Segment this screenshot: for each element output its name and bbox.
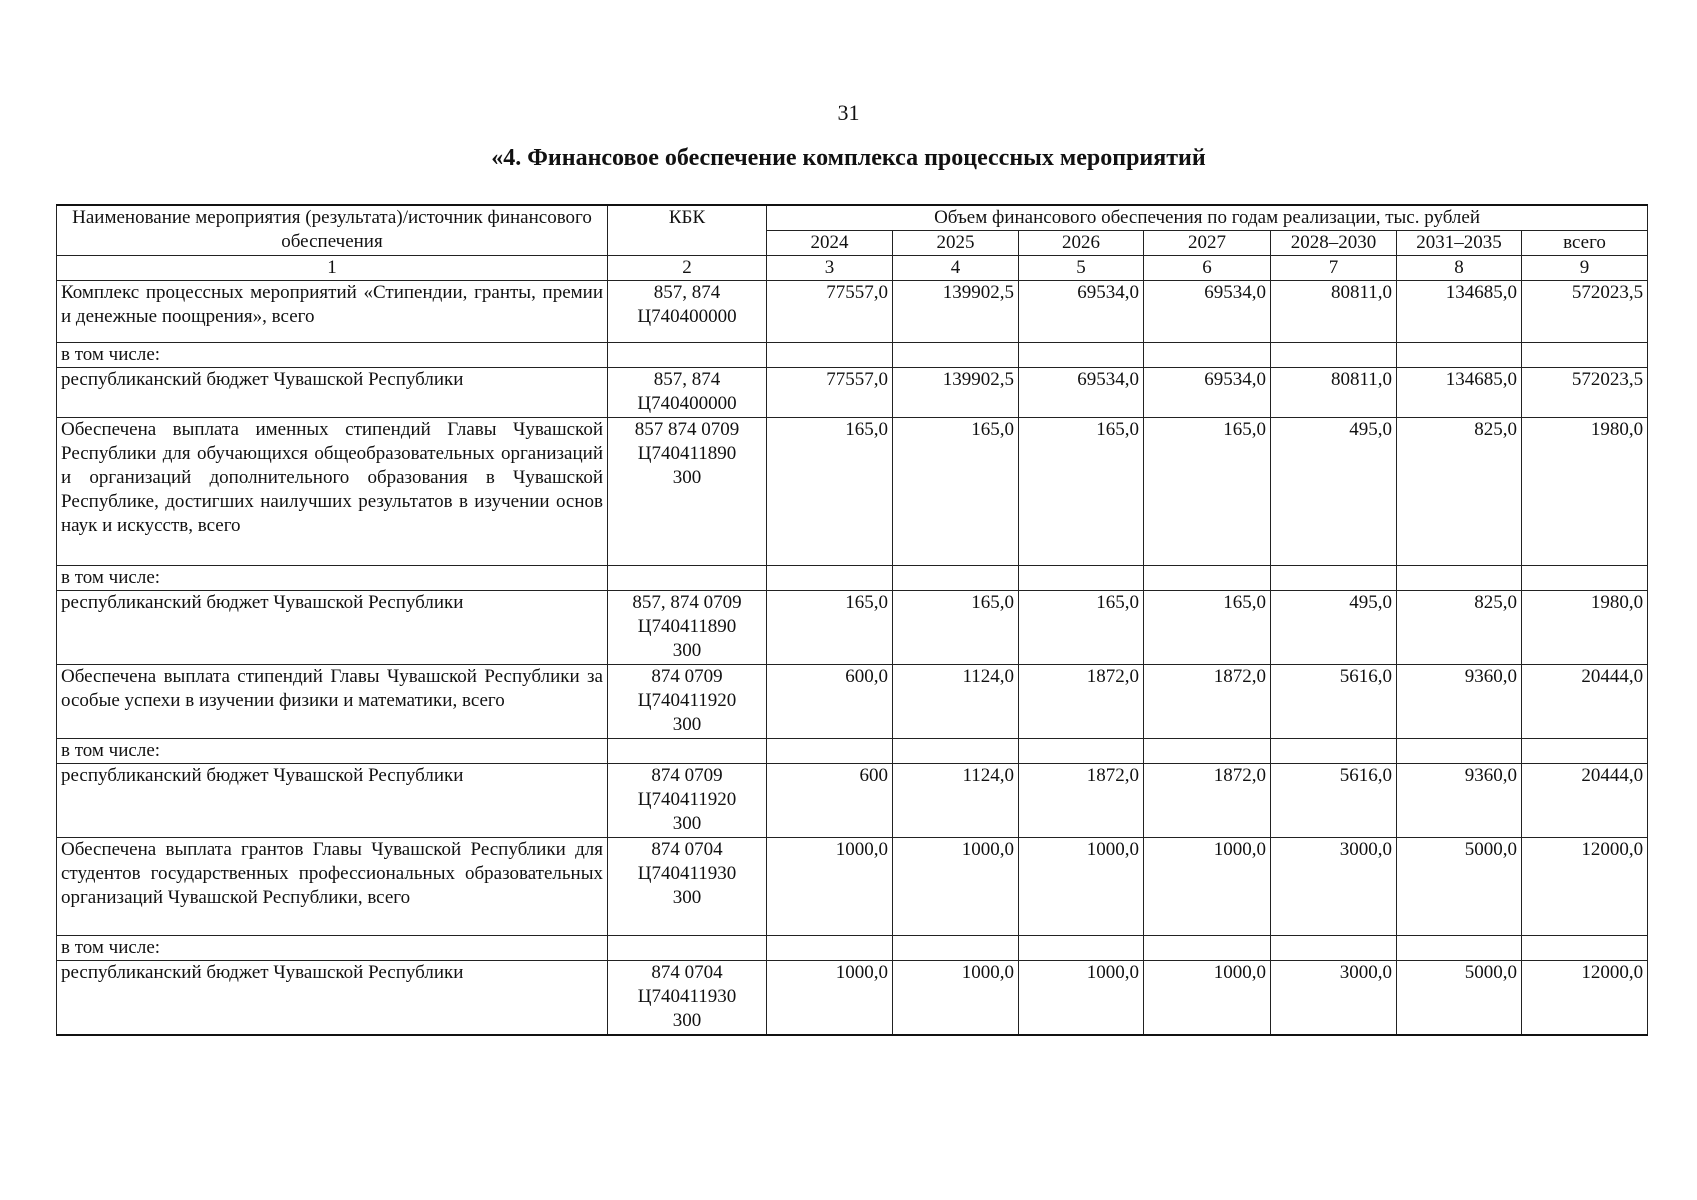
kbk-cell — [608, 281, 767, 343]
kbk-line: 300 — [672, 813, 702, 834]
kbk-line: Ц740400000 — [637, 393, 737, 414]
row-name: Обеспечена выплата стипендий Главы Чувашской Республики за особые успехи в изучении физики и математики, всего — [57, 665, 608, 739]
year-value: 825,0 — [1397, 418, 1522, 566]
row-name: Комплекс процессных мероприятий «Стипендии, гранты, премии и денежные поощрения», всего — [57, 281, 608, 343]
year-value — [767, 566, 893, 591]
year-value — [1144, 566, 1271, 591]
budget-source-row — [57, 368, 1648, 418]
year-value: 134685,0 — [1397, 281, 1522, 343]
kbk-cell — [608, 591, 767, 665]
page-number: 31 — [837, 100, 860, 125]
kbk-line: Ц740411920 — [637, 789, 737, 810]
year-value: 165,0 — [1144, 418, 1271, 566]
column-number: 6 — [1144, 256, 1271, 281]
total-value — [1522, 566, 1648, 591]
kbk-line: Ц740411890 — [637, 443, 737, 464]
header-year: 2024 — [767, 231, 893, 256]
year-value: 5616,0 — [1271, 764, 1397, 838]
column-number: 2 — [608, 256, 767, 281]
kbk-cell — [608, 566, 767, 591]
year-value: 80811,0 — [1271, 368, 1397, 418]
year-value — [1397, 739, 1522, 764]
year-value — [893, 936, 1019, 961]
financing-table — [56, 204, 1648, 1036]
kbk-line: 874 0709 — [651, 765, 723, 786]
year-value: 139902,5 — [893, 281, 1019, 343]
including-label: в том числе: — [57, 343, 608, 368]
column-number: 3 — [767, 256, 893, 281]
year-value: 69534,0 — [1144, 368, 1271, 418]
kbk-line: 874 0709 — [651, 666, 723, 687]
year-value: 69534,0 — [1144, 281, 1271, 343]
year-value: 1872,0 — [1144, 764, 1271, 838]
header-volume: Объем финансового обеспечения по годам реализации, тыс. рублей — [767, 205, 1648, 231]
year-value: 9360,0 — [1397, 665, 1522, 739]
year-value — [1271, 566, 1397, 591]
total-value — [1522, 936, 1648, 961]
year-value: 165,0 — [893, 418, 1019, 566]
kbk-cell — [608, 665, 767, 739]
subtotal-label-row — [57, 343, 1648, 368]
including-label: в том числе: — [57, 739, 608, 764]
total-value: 572023,5 — [1522, 281, 1648, 343]
kbk-line: 300 — [672, 714, 702, 735]
total-value: 572023,5 — [1522, 368, 1648, 418]
kbk-cell — [608, 418, 767, 566]
year-value: 825,0 — [1397, 591, 1522, 665]
kbk-line: 300 — [672, 1010, 702, 1031]
year-value: 165,0 — [1019, 591, 1144, 665]
year-value: 139902,5 — [893, 368, 1019, 418]
year-value — [893, 739, 1019, 764]
year-value — [1144, 739, 1271, 764]
kbk-cell — [608, 739, 767, 764]
year-value: 165,0 — [1019, 418, 1144, 566]
budget-source-row — [57, 591, 1648, 665]
activity-row — [57, 281, 1648, 343]
year-value: 5616,0 — [1271, 665, 1397, 739]
total-value: 20444,0 — [1522, 764, 1648, 838]
year-value: 1000,0 — [767, 961, 893, 1035]
subtotal-label-row — [57, 566, 1648, 591]
row-name: республиканский бюджет Чувашской Республики — [57, 764, 608, 838]
total-value — [1522, 739, 1648, 764]
subtotal-label-row — [57, 936, 1648, 961]
year-value: 495,0 — [1271, 591, 1397, 665]
kbk-line: 874 0704 — [651, 839, 723, 860]
row-name: республиканский бюджет Чувашской Республики — [57, 368, 608, 418]
year-value — [1271, 343, 1397, 368]
kbk-cell — [608, 936, 767, 961]
year-value — [1271, 739, 1397, 764]
year-value — [1271, 936, 1397, 961]
total-value: 1980,0 — [1522, 591, 1648, 665]
year-value: 600,0 — [767, 665, 893, 739]
year-value: 3000,0 — [1271, 838, 1397, 936]
year-value: 1000,0 — [767, 838, 893, 936]
header-year: 2027 — [1144, 231, 1271, 256]
total-value: 1980,0 — [1522, 418, 1648, 566]
kbk-line: 300 — [672, 640, 702, 661]
row-name: Обеспечена выплата именных стипендий Главы Чувашской Республики для обучающихся общеобразовательных организаций и организаций дополнительного образования в Чувашской Республике, достигших наилучших результатов в изучении основ наук и искусств, всего — [57, 418, 608, 566]
header-name: Наименование мероприятия (результата)/источник финансового обеспечения — [57, 205, 608, 256]
year-value — [767, 936, 893, 961]
year-value: 495,0 — [1271, 418, 1397, 566]
year-value: 165,0 — [893, 591, 1019, 665]
total-value: 20444,0 — [1522, 665, 1648, 739]
kbk-line: 857 874 0709 — [634, 419, 740, 440]
year-value: 165,0 — [767, 591, 893, 665]
year-value — [1019, 343, 1144, 368]
year-value: 80811,0 — [1271, 281, 1397, 343]
year-value: 77557,0 — [767, 368, 893, 418]
total-value — [1522, 343, 1648, 368]
column-number: 5 — [1019, 256, 1144, 281]
document-title: «4. Финансовое обеспечение комплекса процессных мероприятий — [491, 145, 1206, 171]
row-name: республиканский бюджет Чувашской Республики — [57, 961, 608, 1035]
year-value — [893, 343, 1019, 368]
header-year: 2028–2030 — [1271, 231, 1397, 256]
year-value — [893, 566, 1019, 591]
row-name: республиканский бюджет Чувашской Республики — [57, 591, 608, 665]
header-total: всего — [1522, 231, 1648, 256]
year-value — [767, 739, 893, 764]
year-value: 1000,0 — [1144, 961, 1271, 1035]
including-label: в том числе: — [57, 566, 608, 591]
year-value: 600 — [767, 764, 893, 838]
subtotal-label-row — [57, 739, 1648, 764]
year-value — [1397, 936, 1522, 961]
column-number: 9 — [1522, 256, 1648, 281]
year-value: 69534,0 — [1019, 281, 1144, 343]
column-number: 7 — [1271, 256, 1397, 281]
year-value: 1000,0 — [893, 838, 1019, 936]
year-value — [1019, 936, 1144, 961]
header-year: 2025 — [893, 231, 1019, 256]
year-value: 1000,0 — [893, 961, 1019, 1035]
kbk-line: Ц740411920 — [637, 690, 737, 711]
year-value: 69534,0 — [1019, 368, 1144, 418]
kbk-line: 857, 874 0709 — [632, 592, 742, 613]
kbk-cell — [608, 961, 767, 1035]
kbk-line: 857, 874 — [653, 369, 721, 390]
kbk-line: Ц740411890 — [637, 616, 737, 637]
year-value — [767, 343, 893, 368]
year-value: 1000,0 — [1019, 961, 1144, 1035]
year-value: 1000,0 — [1144, 838, 1271, 936]
year-value: 1872,0 — [1019, 764, 1144, 838]
year-value: 1000,0 — [1019, 838, 1144, 936]
year-value: 9360,0 — [1397, 764, 1522, 838]
column-number: 4 — [893, 256, 1019, 281]
kbk-line: Ц740411930 — [637, 986, 737, 1007]
header-year: 2031–2035 — [1397, 231, 1522, 256]
year-value: 3000,0 — [1271, 961, 1397, 1035]
year-value — [1144, 936, 1271, 961]
kbk-line: 300 — [672, 467, 702, 488]
header-kbk: КБК — [608, 205, 767, 256]
header-row — [57, 205, 1648, 231]
year-value: 5000,0 — [1397, 961, 1522, 1035]
year-value — [1019, 566, 1144, 591]
year-value: 5000,0 — [1397, 838, 1522, 936]
year-value: 165,0 — [1144, 591, 1271, 665]
kbk-line: 857, 874 — [653, 282, 721, 303]
activity-row — [57, 665, 1648, 739]
year-value: 165,0 — [767, 418, 893, 566]
year-value: 134685,0 — [1397, 368, 1522, 418]
kbk-cell — [608, 343, 767, 368]
year-value: 1872,0 — [1144, 665, 1271, 739]
kbk-line: 300 — [672, 887, 702, 908]
activity-row — [57, 838, 1648, 936]
row-name: Обеспечена выплата грантов Главы Чувашской Республики для студентов государственных профессиональных образовательных организаций Чувашской Республики, всего — [57, 838, 608, 936]
kbk-line: Ц740400000 — [637, 306, 737, 327]
total-value: 12000,0 — [1522, 838, 1648, 936]
column-number-row — [57, 256, 1648, 281]
header-year: 2026 — [1019, 231, 1144, 256]
year-value — [1019, 739, 1144, 764]
year-value — [1144, 343, 1271, 368]
total-value: 12000,0 — [1522, 961, 1648, 1035]
kbk-cell — [608, 838, 767, 936]
budget-source-row — [57, 961, 1648, 1035]
year-value: 1872,0 — [1019, 665, 1144, 739]
kbk-cell — [608, 764, 767, 838]
budget-source-row — [57, 764, 1648, 838]
kbk-cell — [608, 368, 767, 418]
year-value: 1124,0 — [893, 665, 1019, 739]
year-value: 1124,0 — [893, 764, 1019, 838]
year-value: 77557,0 — [767, 281, 893, 343]
column-number: 1 — [57, 256, 608, 281]
kbk-line: Ц740411930 — [637, 863, 737, 884]
year-value — [1397, 566, 1522, 591]
including-label: в том числе: — [57, 936, 608, 961]
year-value — [1397, 343, 1522, 368]
column-number: 8 — [1397, 256, 1522, 281]
table-body — [57, 281, 1648, 1035]
kbk-line: 874 0704 — [651, 962, 723, 983]
activity-row — [57, 418, 1648, 566]
